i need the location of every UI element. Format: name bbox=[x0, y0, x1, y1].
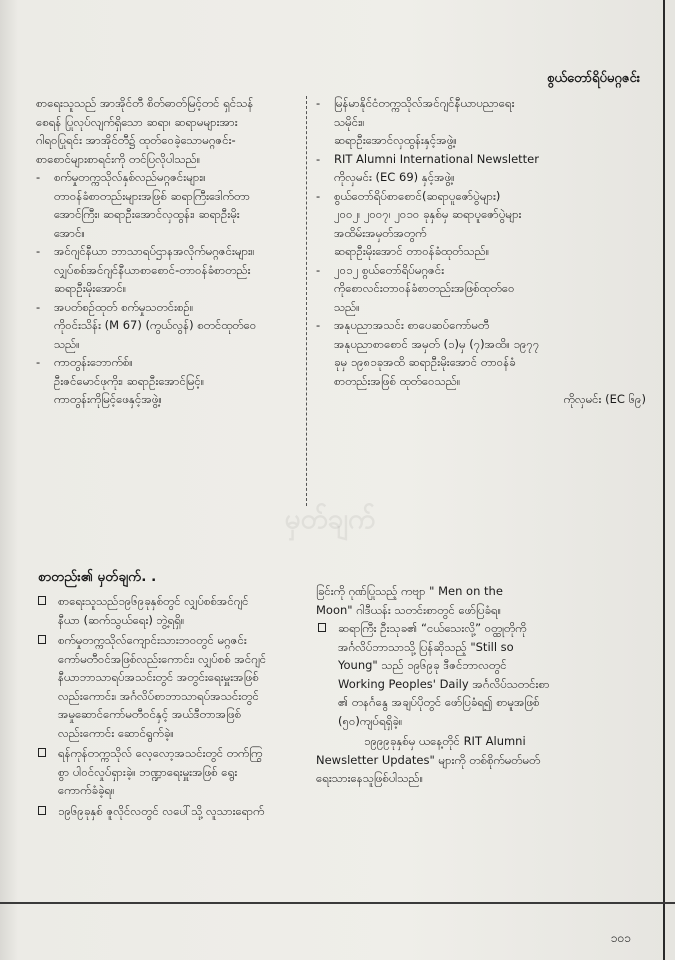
column-divider bbox=[306, 96, 307, 506]
text-line: အပတ်စဉ်ထုတ် စက်မှုသတင်းစဉ်။ bbox=[54, 299, 194, 314]
text-line: အထိမ်းအမှတ်အတွက် bbox=[334, 225, 427, 240]
text-line: Working Peoples' Daily အင်္ဂလိပ်သတင်းစာ bbox=[338, 676, 550, 691]
text-line: ၂၀၁၂ စွယ်တော်ရိပ်မဂ္ဂဇင်း bbox=[334, 262, 445, 277]
editor-note-left-column bbox=[36, 592, 306, 822]
list-item bbox=[316, 316, 646, 390]
checkbox-bullet-icon bbox=[318, 623, 326, 632]
text-line: သမိုင်း။ bbox=[334, 114, 365, 129]
text-line: ကိုစောလင်းတာဝန်ခံစာတည်းအဖြစ်ထုတ်ဝေ bbox=[334, 281, 515, 295]
page-number: ၁၀၁ bbox=[610, 931, 631, 945]
footer-rule bbox=[0, 902, 675, 904]
page-edge-rule bbox=[663, 0, 665, 960]
text-line: စာတည်းအဖြစ် ထုတ်ဝေသည်။ bbox=[334, 373, 461, 388]
text-line: အင်္ဂလိပ်ဘာသာသို့ ပြန်ဆိုသည့် "Still so bbox=[338, 639, 514, 654]
text-line: စွယ်တော်ရိပ်စာစောင်(ဆရာပူဇော်ပွဲများ) bbox=[334, 188, 501, 203]
text-line: RIT Alumni International Newsletter bbox=[334, 151, 539, 166]
dash-marker: - bbox=[36, 170, 41, 184]
list-item bbox=[36, 353, 304, 409]
list-item bbox=[36, 802, 306, 821]
intro-line: စာစောင်များစာရင်းကို တင်ပြလိုပါသည်။ bbox=[36, 151, 201, 166]
text-line: ရန်ကုန်တက္ကသိုလ် လေ့လော့အသင်းတွင် တက်ကြွ bbox=[58, 746, 263, 760]
list-item bbox=[36, 744, 306, 800]
text-line: ကောက်ခံခဲ့ရ။ bbox=[58, 783, 115, 797]
text-line: ၁၉၆၉ခုနှစ် ဇူလိုင်လတွင် လပေါ်သို့ လူသားရောက် bbox=[58, 803, 265, 818]
text-line: အနုပညာစာစောင် အမှတ် (၁)မှ (၇)အထိ။ ၁၉၇၇ bbox=[334, 336, 540, 351]
checkbox-bullet-icon bbox=[38, 596, 46, 605]
text-line: ဆရာဦးမိုးအောင်။ bbox=[54, 281, 127, 295]
text-line: လည်းကောင်း ဆောင်ရွက်ခဲ့။ bbox=[58, 725, 174, 740]
list-item bbox=[36, 168, 304, 242]
text-line: စက်မှုတက္ကသိုလ်ကျောင်းသားဘဝတွင် မဂ္ဂဇင်း bbox=[58, 633, 247, 647]
list-item bbox=[316, 187, 646, 261]
text-line: အင်ဂျင်နီယာ ဘာသာရပ်ဌာနအလိုက်မဂ္ဂဇင်းများ။ bbox=[54, 244, 255, 258]
dash-marker: - bbox=[316, 188, 321, 203]
list-item bbox=[316, 94, 646, 150]
text-line: ကာတွန်းဘောက်စ်။ bbox=[54, 355, 133, 369]
text-line: ခြင်းကို ဂုဏ်ပြုသည့် ကဗျာ " Men on the bbox=[316, 584, 503, 598]
text-line: ခုမှ ၁၉၈၁ခုအထိ ဆရာဦးမိုးအောင် တာဝန်ခံ bbox=[334, 355, 516, 369]
text-line: ဆရာကြီး ဦးသုခ၏ “ငယ်သေးလို့” ဝတ္ထုတိုကို bbox=[338, 621, 527, 635]
signature: ကိုလှမင်း (EC ၆၉) bbox=[563, 392, 646, 406]
closing-line: ရေးသားနေသူဖြစ်ပါသည်။ bbox=[316, 771, 424, 785]
text-line: လျှပ်စစ်အင်ဂျင်နီယာစာစောင်-တာဝန်ခံစာတည်း bbox=[54, 262, 251, 277]
checkbox-bullet-icon bbox=[38, 635, 46, 644]
intro-line: စေရန် ပြုလုပ်လျက်ရှိသော ဆရာ၊ ဆရာမများအား bbox=[36, 114, 238, 129]
text-line: အမှုဆောင်ကော်မတီဝင်နှင့် အယ်ဒီတာအဖြစ် bbox=[58, 707, 242, 721]
dash-marker: - bbox=[36, 244, 41, 258]
dash-marker: - bbox=[36, 355, 41, 369]
editor-note-title: စာတည်း၏ မှတ်ချက်. . bbox=[38, 569, 157, 585]
dash-marker: - bbox=[316, 318, 321, 332]
text-line: ကိုဝင်းသိန်း (M 67) (ကွယ်လွန်) စတင်ထုတ်ဝေ bbox=[54, 318, 257, 332]
top-right-column bbox=[316, 94, 646, 409]
checkbox-bullet-icon bbox=[38, 748, 46, 757]
text-line: မြန်မာနိုင်ငံတက္ကသိုလ်အင်ဂျင်နီယာပညာရေး bbox=[334, 96, 515, 110]
closing-line: Newsletter Updates" များကို တစ်စိုက်မတ်မတ် bbox=[316, 752, 541, 767]
intro-line: ဂါရဝပြုရင်း အာအိုင်တီ၌ ထုတ်ဝေခဲ့သောမဂ္ဂဇင်း- bbox=[36, 133, 236, 147]
text-line: စွာ ပါဝင်လှုပ်ရှားခဲ့။ ဘဏ္ဍာရေးမှူးအဖြစ် ရွေး bbox=[58, 764, 238, 779]
running-header: စွယ်တော်ရိပ်မဂ္ဂဇင်း bbox=[547, 71, 640, 86]
text-line: ကာတွန်းကိုမြင့်ဖေနှင့်အဖွဲ့။ bbox=[54, 392, 162, 406]
list-item bbox=[36, 631, 306, 742]
text-line: စာရေးသူသည်၁၉၆၉ခုနှစ်တွင် လျှပ်စစ်အင်ဂျင် bbox=[58, 594, 249, 608]
text-line: ဆရာဦးအောင်လှထွန်းနှင့်အဖွဲ့။ bbox=[334, 133, 457, 147]
text-line: ဦးဇင်မောင်ဖုကိုး၊ ဆရာဦးအောင်မြင့်။ bbox=[54, 373, 205, 388]
list-item bbox=[36, 592, 306, 629]
list-item bbox=[36, 242, 304, 298]
text-line: နီယာဘာသာရပ်အသင်းတွင် အတွင်းရေးမှူးအဖြစ် bbox=[58, 670, 259, 684]
closing-line: ၁၉၉၉ခုနှစ်မှ ယနေ့တိုင် RIT Alumni bbox=[364, 734, 526, 748]
list-item bbox=[36, 298, 304, 354]
text-line: သည်။ bbox=[334, 299, 360, 314]
dash-marker: - bbox=[316, 151, 321, 166]
text-line: ၏ တနင်္ဂနွေ အချပ်ပိုတွင် ဖော်ပြခံရ၍ စာမူအဖြစ် bbox=[338, 695, 540, 709]
text-line: လည်းကောင်း၊ အင်္ဂလိပ်စာဘာသာရပ်အသင်းတွင် bbox=[58, 688, 259, 703]
list-item bbox=[316, 261, 646, 317]
dash-marker: - bbox=[36, 299, 41, 314]
show-through-text: မှတ်ချက် bbox=[284, 502, 376, 535]
text-line: အနုပညာအသင်း စာပေဆပ်ကော်မတီ bbox=[334, 318, 490, 332]
top-left-column bbox=[36, 94, 304, 409]
checkbox-bullet-icon bbox=[38, 806, 46, 815]
text-line: သည်။ bbox=[54, 336, 80, 351]
text-line: ၂၀၀၂၊ ၂၀၀၇၊ ၂၀၁၀ ခုနှစ်မှ ဆရာပူဇော်ပွဲများ bbox=[334, 207, 522, 221]
text-line: စက်မှုတက္ကသိုလ်နှစ်လည်မဂ္ဂဇင်းများ။ bbox=[54, 170, 206, 184]
text-line: Moon" ဂါဒီယန်း သတင်းစာတွင် ဖော်ပြခံရ။ bbox=[316, 602, 502, 617]
text-line: ကော်မတီဝင်အဖြစ်လည်းကောင်း၊ လျှပ်စစ် အင်ဂျင် bbox=[58, 651, 267, 666]
text-line: ကိုလှမင်း (EC 69) နှင့်အဖွဲ့။ bbox=[334, 170, 455, 184]
text-line: (၅၀)ကျပ်ရရှိခဲ့။ bbox=[338, 713, 403, 728]
text-line: အောင်ကြီး၊ ဆရာဦးအောင်လှထွန်း၊ ဆရာဦးမိုး bbox=[54, 207, 240, 221]
intro-line: စာရေးသူသည် အာအိုင်တီ စိတ်ဓာတ်မြင့်တင် ရှင်သန် bbox=[36, 96, 254, 110]
dash-marker: - bbox=[316, 262, 321, 277]
list-item bbox=[316, 619, 646, 730]
dash-marker: - bbox=[316, 96, 321, 110]
text-line: ဆရာဦးမိုးအောင် တာဝန်ခံထုတ်သည်။ bbox=[334, 244, 490, 258]
text-line: တာဝန်ခံစာတည်းများအဖြစ် ဆရာကြီးဒေါက်တာ bbox=[54, 188, 250, 203]
text-line: Young" သည် ၁၉၆၉ခု ဒီဇင်ဘာလတွင် bbox=[338, 658, 507, 672]
editor-note-right-column bbox=[316, 582, 646, 788]
list-item bbox=[316, 150, 646, 187]
text-line: နီယာ (ဆက်သွယ်ရေး) ဘွဲ့ရရှိ။ bbox=[58, 612, 185, 627]
text-line: အောင်။ bbox=[54, 225, 85, 240]
